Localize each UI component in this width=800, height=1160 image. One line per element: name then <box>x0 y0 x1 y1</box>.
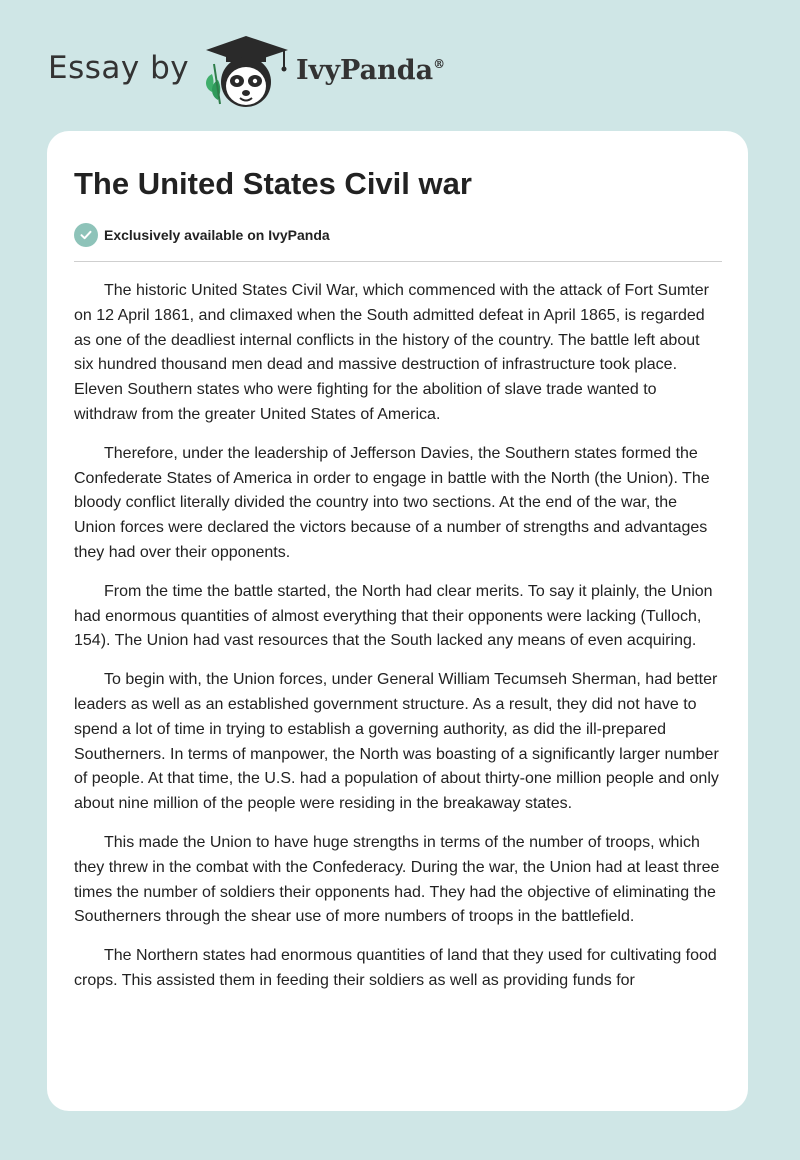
brand-prefix: Essay by <box>48 50 190 86</box>
paragraph: From the time the battle started, the North had clear merits. To say it plainly, the Union had enormous quantities of almost everything that their opponents were lacking (Tulloch, 154). The Union had vast resources that the South lacked any means of even acquiring. <box>74 582 713 650</box>
exclusive-badge <box>74 223 330 247</box>
exclusive-label: Exclusively available on IvyPanda <box>104 227 330 243</box>
divider <box>74 261 722 262</box>
page-title: The United States Civil war <box>74 166 472 201</box>
paragraph: The historic United States Civil War, which commenced with the attack of Fort Sumter on 12 April 1861, and climaxed when the South admitted defeat in April 1865, is regarded as one of the deadliest internal conflicts in the history of the country. The battle left about six hundred thousand men dead and massive destruction of infrastructure took place. Eleven Southern states who were fighting for the abolition of slave trade wanted to withdraw from the greater United States of America. <box>74 282 709 423</box>
paragraph: The Northern states had enormous quantities of land that they used for cultivating food crops. This assisted them in feeding their soldiers as well as providing funds for <box>74 947 717 989</box>
panda-graduation-cap-icon[interactable] <box>200 34 292 110</box>
paragraph: To begin with, the Union forces, under General William Tecumseh Sherman, had better leaders as well as an established government structure. As a result, they did not have to spend a lot of time in trying to establish a governing authority, as did the ill-prepared Southerners. In terms of manpower, the North was boasting of a significantly larger number of people. At that time, the U.S. had a population of about thirty-one million people and only about nine million of the people were residing in the breakaway states. <box>74 671 719 813</box>
paragraph: This made the Union to have huge strengths in terms of the number of troops, which they threw in the combat with the Confederacy. During the war, the Union had at least three times the number of soldiers their opponents had. They had the objective of eliminating the Southerners through the shear use of more numbers of troops in the battlefield. <box>74 833 720 926</box>
trademark-symbol: ® <box>433 57 446 71</box>
site-header <box>0 0 800 120</box>
brand-name[interactable]: IvyPanda® <box>296 55 446 86</box>
essay-card <box>47 131 748 1111</box>
essay-body <box>74 279 722 1008</box>
paragraph: Therefore, under the leadership of Jefferson Davies, the Southern states formed the Confederate States of America in order to engage in battle with the North (the Union). The bloody conflict literally divided the country into two sections. At the end of the war, the Union forces were declared the victors because of a number of strengths and advantages they had over their opponents. <box>74 444 710 561</box>
check-circle-icon <box>74 223 98 247</box>
